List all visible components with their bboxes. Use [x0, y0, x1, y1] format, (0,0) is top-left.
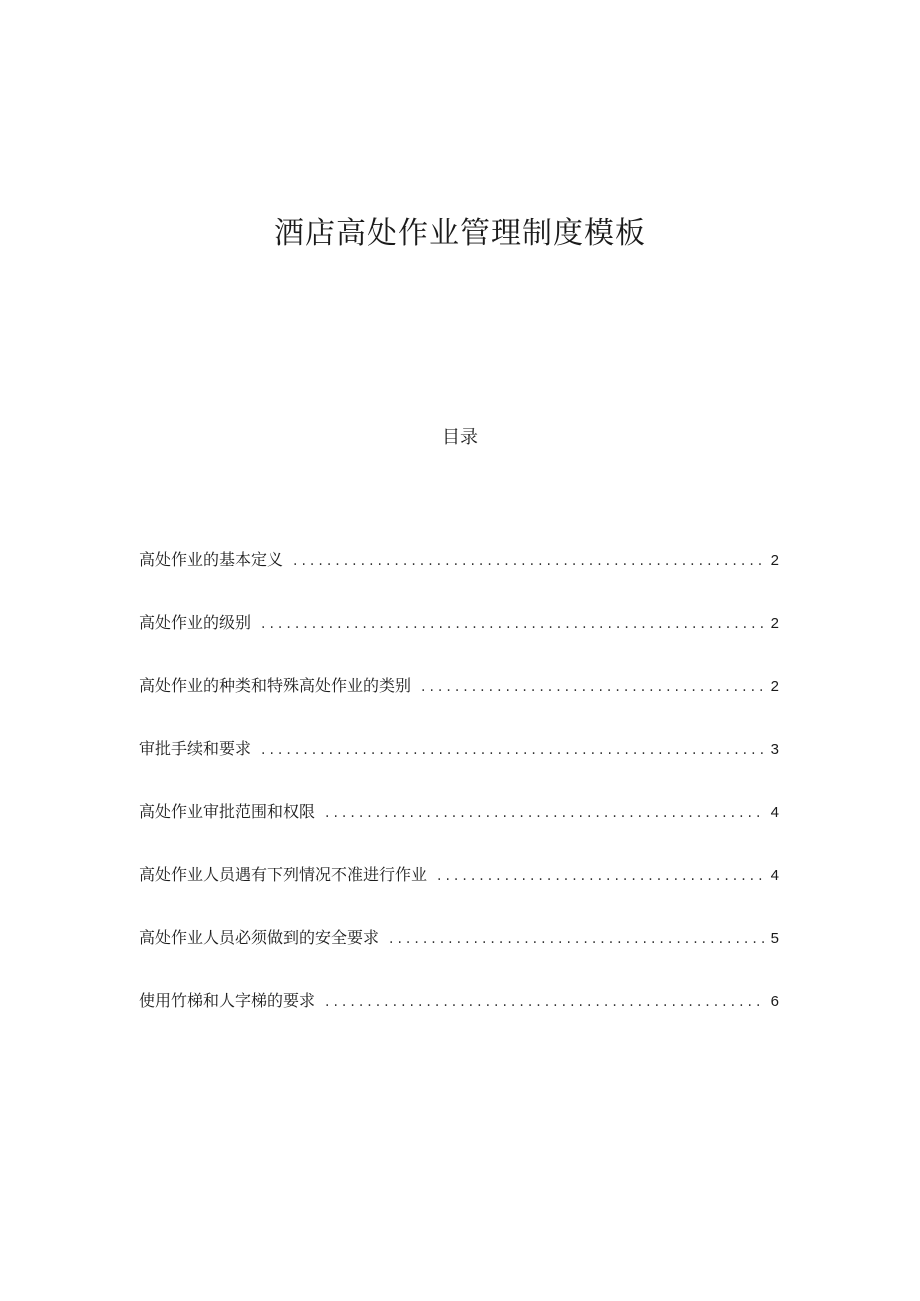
- toc-leader-dots: [261, 610, 765, 638]
- toc-leader-dots: [261, 736, 765, 764]
- toc-leader-dots: [437, 862, 765, 890]
- toc-entry[interactable]: [139, 672, 779, 735]
- toc-entry[interactable]: [139, 987, 779, 1050]
- toc-entry[interactable]: [139, 609, 779, 672]
- toc-entry[interactable]: [139, 924, 779, 987]
- toc-leader-dots: [325, 799, 765, 827]
- toc-entry[interactable]: [139, 798, 779, 861]
- toc-entry-label: 高处作业审批范围和权限: [139, 802, 316, 821]
- toc-entry-label: 高处作业人员遇有下列情况不准进行作业: [139, 865, 428, 884]
- toc-entry-page: 2: [770, 552, 779, 569]
- toc-entry-label: 高处作业人员必须做到的安全要求: [139, 928, 380, 947]
- toc-entry-page: 5: [770, 930, 779, 947]
- toc-leader-dots: [293, 547, 765, 575]
- toc-entry-page: 2: [770, 678, 779, 695]
- toc-leader-dots: [325, 988, 765, 1016]
- toc-entry-page: 3: [770, 741, 779, 758]
- toc-leader-dots: [421, 673, 765, 701]
- toc-entry-label: 高处作业的级别: [139, 613, 252, 632]
- toc-entry[interactable]: [139, 861, 779, 924]
- toc-leader-dots: [389, 925, 765, 953]
- toc-entry[interactable]: [139, 546, 779, 609]
- toc-entry-label: 高处作业的基本定义: [139, 550, 284, 569]
- toc-entry-page: 2: [770, 615, 779, 632]
- toc-entry-page: 4: [770, 867, 779, 884]
- toc-entry-page: 4: [770, 804, 779, 821]
- toc-entry-label: 高处作业的种类和特殊高处作业的类别: [139, 676, 412, 695]
- table-of-contents: [139, 546, 779, 1050]
- toc-heading: 目录: [442, 427, 478, 448]
- toc-entry-label: 使用竹梯和人字梯的要求: [139, 991, 316, 1010]
- toc-entry-page: 6: [770, 993, 779, 1010]
- document-title: 酒店高处作业管理制度模板: [274, 216, 646, 251]
- toc-entry[interactable]: [139, 735, 779, 798]
- toc-entry-label: 审批手续和要求: [139, 739, 252, 758]
